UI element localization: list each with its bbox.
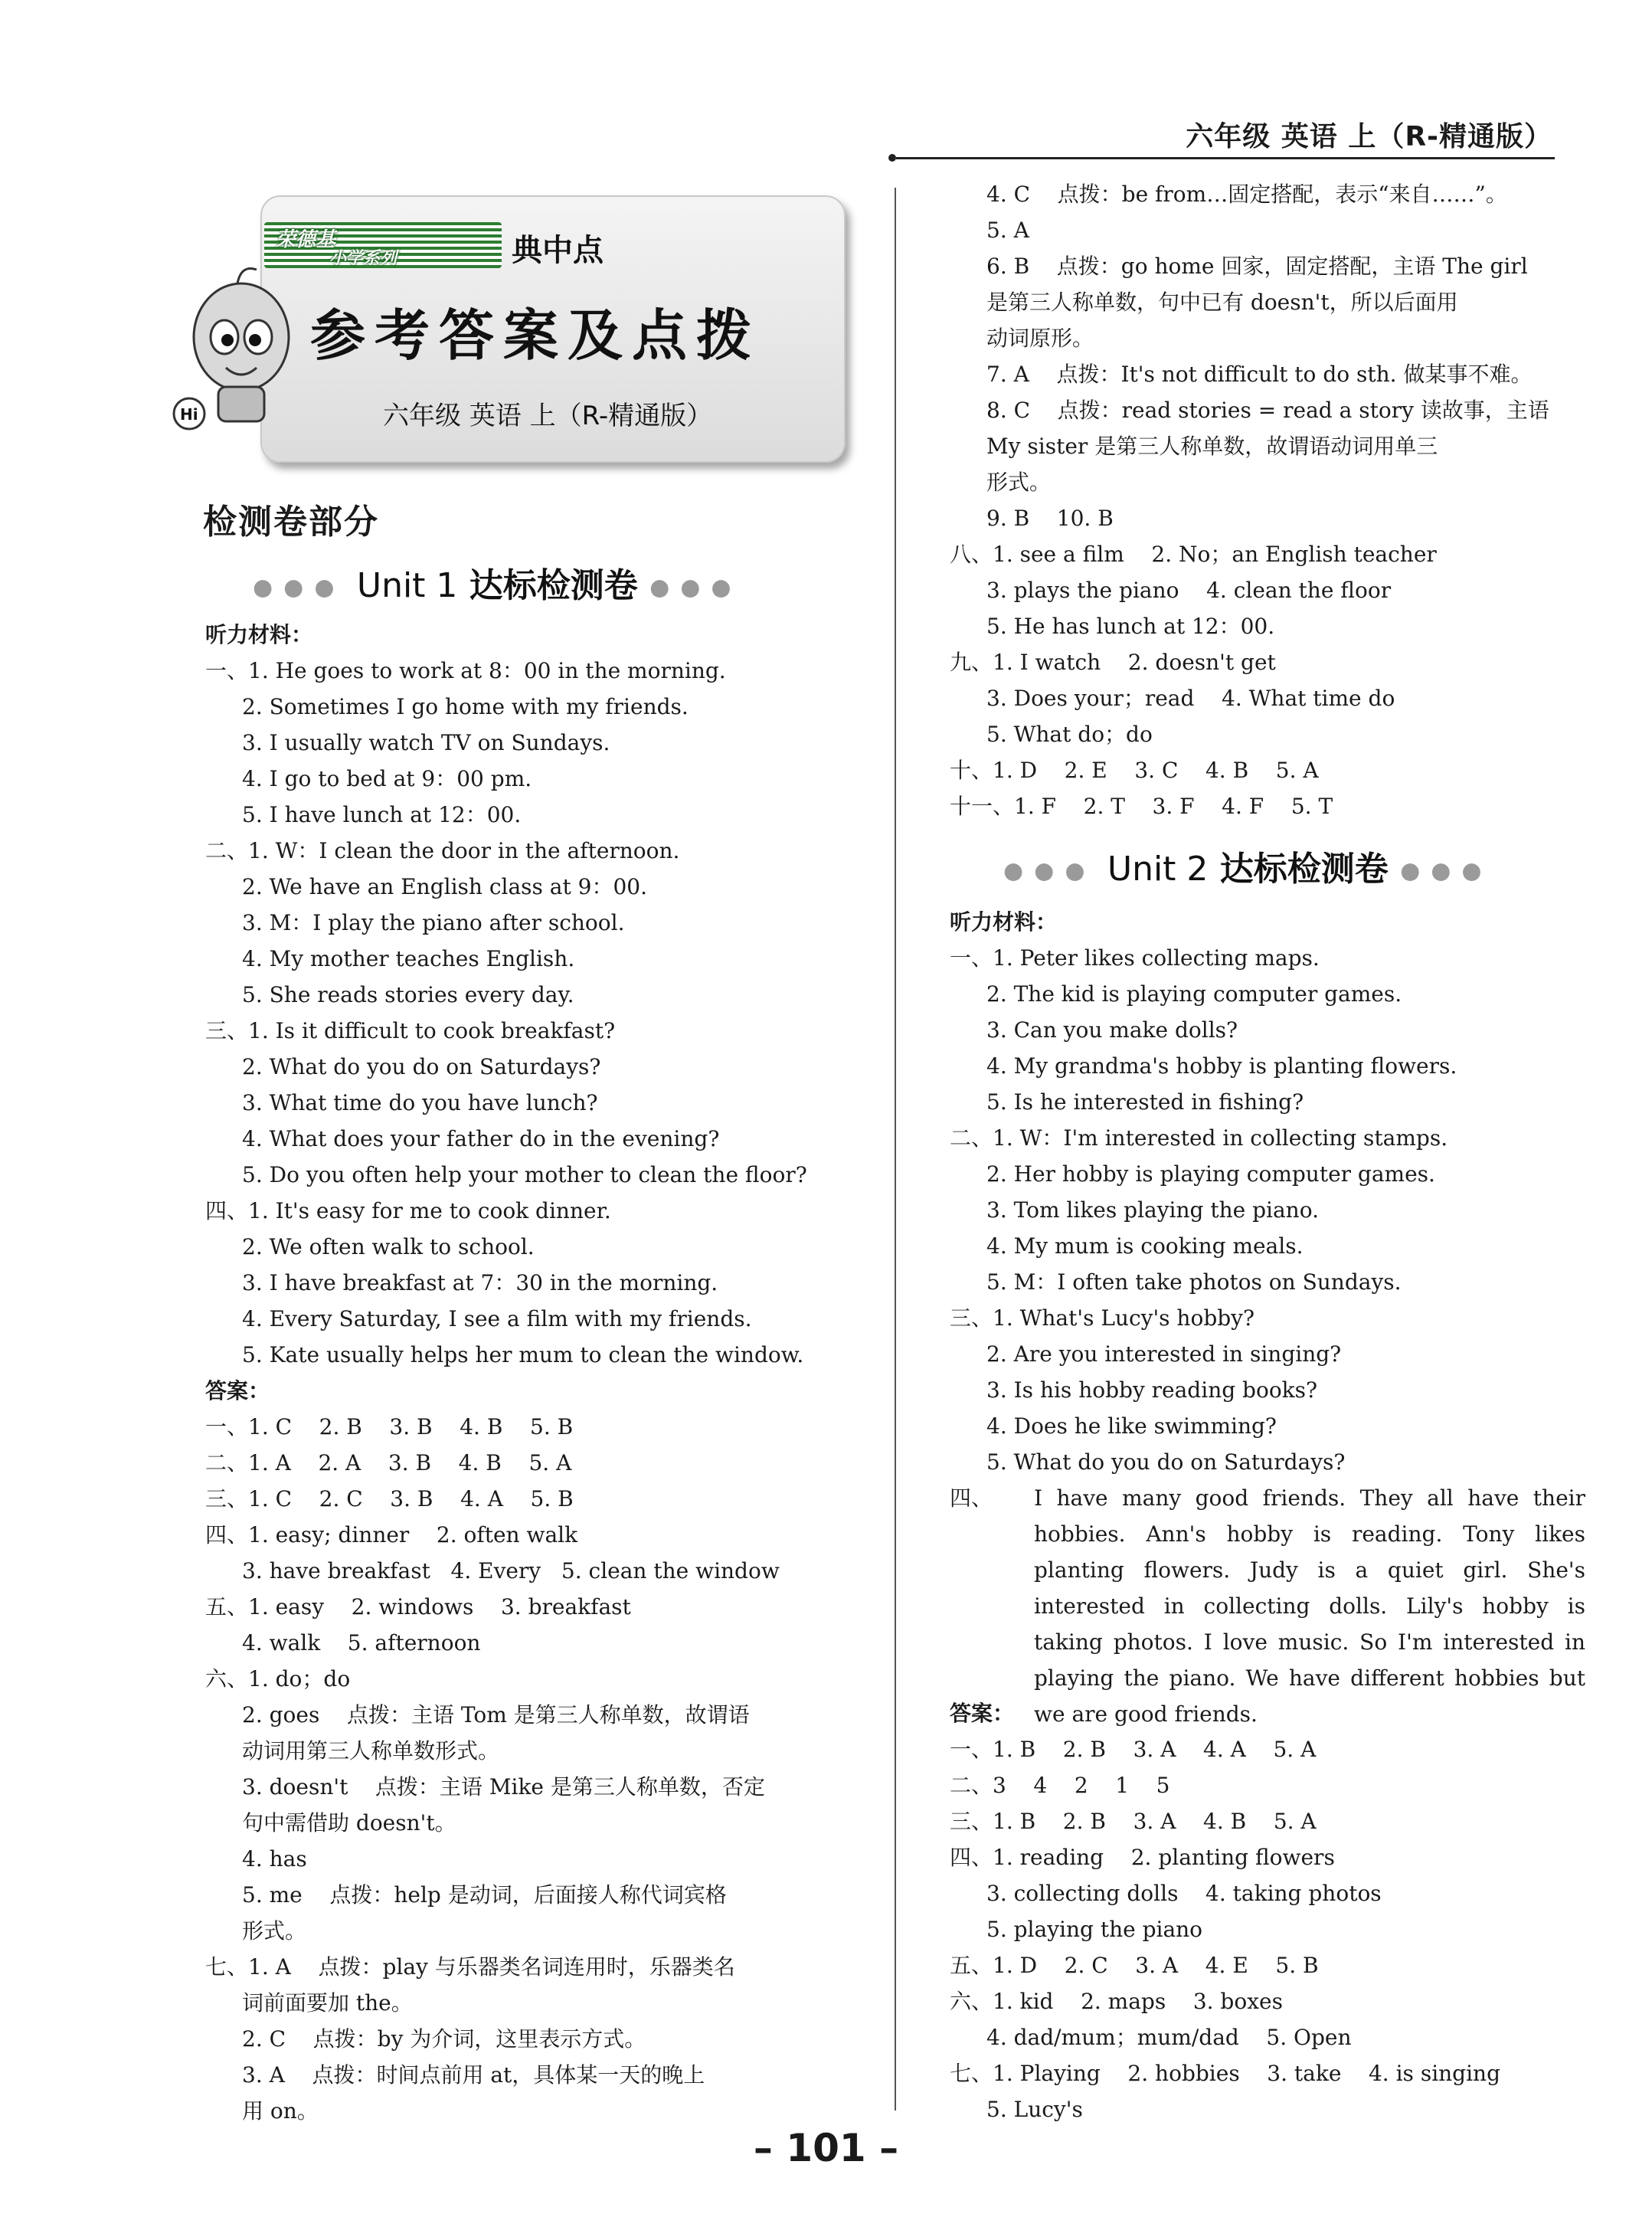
text-line: 5. She reads stories every day. — [242, 982, 574, 1007]
text-line: 7. A 点拨：It's not difficult to do sth. 做某事不难。 — [986, 362, 1533, 387]
text-line: 四、1. easy; dinner 2. often walk — [205, 1522, 578, 1547]
unit1-heading-cn: 达标检测卷 — [469, 566, 638, 605]
right-column-top — [950, 176, 1624, 824]
text-line: 九、1. I watch 2. doesn't get — [950, 650, 1276, 675]
text-line: 5. M：I often take photos on Sundays. — [986, 1269, 1402, 1295]
text-line: 用 on。 — [242, 2098, 319, 2124]
text-line: 3. have breakfast 4. Every 5. clean the window — [242, 1558, 780, 1583]
text-line: 5. Is he interested in fishing? — [986, 1089, 1304, 1115]
text-line: 2. The kid is playing computer games. — [986, 981, 1402, 1007]
right-column-unit2 — [950, 904, 1624, 1480]
text-line: 3. doesn't 点拨：主语 Mike 是第三人称单数，否定 — [242, 1774, 765, 1800]
page-number: – 101 – — [753, 2126, 899, 2170]
heading-dots-right: ●●● — [649, 574, 742, 601]
text-line: My sister 是第三人称单数，故谓语动词用单三 — [986, 434, 1438, 459]
text-line: 5. What do you do on Saturdays? — [986, 1449, 1346, 1475]
text-line: 动词原形。 — [986, 326, 1094, 351]
banner-subtitle: 六年级 英语 上（R-精通版） — [383, 401, 713, 431]
text-line: 4. Does he like swimming? — [986, 1413, 1277, 1439]
text-line: 八、1. see a film 2. No；an English teacher — [950, 542, 1437, 567]
text-line: 答案： — [205, 1378, 270, 1403]
mascot-illustration — [172, 260, 303, 437]
text-line: 4. My grandma's hobby is planting flowers. — [986, 1053, 1457, 1079]
text-line: 三、1. Is it difficult to cook breakfast? — [205, 1018, 616, 1043]
text-line: 词前面要加 the。 — [242, 1990, 413, 2016]
text-line: 3. plays the piano 4. clean the floor — [986, 578, 1392, 603]
text-line: 四、1. It's easy for me to cook dinner. — [205, 1198, 611, 1223]
text-line: 二、1. A 2. A 3. B 4. B 5. A — [205, 1450, 572, 1475]
text-line: 2. Are you interested in singing? — [986, 1341, 1342, 1367]
text-line: 3. I have breakfast at 7：30 in the morning. — [242, 1270, 718, 1295]
heading-dots-left: ●●● — [1003, 857, 1096, 885]
banner-title: 参考答案及点拨 — [310, 303, 761, 368]
text-line: 六、1. do；do — [205, 1666, 351, 1691]
text-line: 六、1. kid 2. maps 3. boxes — [950, 1989, 1283, 2014]
text-line: 8. C 点拨：read stories = read a story 读故事，主语 — [986, 398, 1549, 423]
text-line: 三、1. C 2. C 3. B 4. A 5. B — [205, 1486, 574, 1511]
text-line: 9. B 10. B — [986, 506, 1114, 531]
brand-mark: 典中点 — [512, 233, 604, 268]
text-line: 2. goes 点拨：主语 Tom 是第三人称单数，故谓语 — [242, 1702, 750, 1727]
unit2-heading-cn: 达标检测卷 — [1219, 850, 1389, 889]
heading-dots-left: ●●● — [253, 574, 345, 601]
text-line: 5. I have lunch at 12：00. — [242, 802, 522, 827]
text-line: 3. Is his hobby reading books? — [986, 1377, 1318, 1403]
text-line: 5. What do；do — [986, 722, 1153, 747]
text-line: 4. dad/mum；mum/dad 5. Open — [986, 2025, 1352, 2050]
column-divider — [895, 188, 896, 2111]
text-line: 2. Sometimes I go home with my friends. — [242, 694, 689, 719]
text-line: 听力材料： — [950, 909, 1058, 935]
text-line: 五、1. easy 2. windows 3. breakfast — [205, 1594, 631, 1619]
text-line: 2. What do you do on Saturdays? — [242, 1054, 601, 1079]
text-line: 5. playing the piano — [986, 1917, 1203, 1942]
text-line: 一、1. C 2. B 3. B 4. B 5. B — [205, 1414, 574, 1439]
unit1-heading — [253, 558, 742, 607]
text-line: 4. walk 5. afternoon — [242, 1630, 481, 1655]
text-line: 是第三人称单数，句中已有 doesn't，所以后面用 — [986, 290, 1458, 315]
unit2-heading-en: Unit 2 — [1107, 850, 1209, 889]
section-title: 检测卷部分 — [203, 503, 379, 542]
text-line: 四、1. reading 2. planting flowers — [950, 1845, 1335, 1870]
text-line: 5. Do you often help your mother to clean the floor? — [242, 1162, 807, 1187]
text-line: 形式。 — [242, 1918, 307, 1944]
text-line: 2. C 点拨：by 为介词，这里表示方式。 — [242, 2026, 646, 2052]
text-line: 4. Every Saturday, I see a film with my friends. — [242, 1306, 752, 1331]
text-line: 5. me 点拨：help 是动词，后面接人称代词宾格 — [242, 1882, 727, 1908]
text-line: 三、1. B 2. B 3. A 4. B 5. A — [950, 1809, 1317, 1834]
unit1-heading-en: Unit 1 — [356, 566, 458, 605]
text-line: 七、1. A 点拨：play 与乐器类名词连用时，乐器类名 — [205, 1954, 735, 1980]
brand-name: 荣德基 — [276, 228, 336, 251]
text-line: 二、3 4 2 1 5 — [950, 1773, 1170, 1798]
text-line: 三、1. What's Lucy's hobby? — [950, 1305, 1255, 1331]
text-line: 3. M：I play the piano after school. — [242, 910, 625, 935]
text-line: 二、1. W：I'm interested in collecting stamps. — [950, 1125, 1448, 1151]
unit2-heading — [1003, 841, 1493, 890]
text-line: 一、1. Peter likes collecting maps. — [950, 945, 1320, 971]
left-column — [205, 617, 879, 2129]
passage-block — [950, 1480, 1585, 1732]
text-line: 3. Can you make dolls? — [986, 1017, 1238, 1043]
text-line: 5. He has lunch at 12：00. — [986, 614, 1275, 639]
text-line: 二、1. W：I clean the door in the afternoon. — [205, 838, 680, 863]
text-line: 动词用第三人称单数形式。 — [242, 1738, 500, 1764]
text-line: 一、1. B 2. B 3. A 4. A 5. A — [950, 1737, 1317, 1762]
text-line: 形式。 — [986, 470, 1052, 495]
text-line: 答案： — [950, 1701, 1015, 1726]
text-line: 五、1. D 2. C 3. A 4. E 5. B — [950, 1953, 1319, 1978]
text-line: 十一、1. F 2. T 3. F 4. F 5. T — [950, 794, 1333, 819]
text-line: 句中需借助 doesn't。 — [242, 1810, 456, 1836]
text-line: 2. Her hobby is playing computer games. — [986, 1161, 1435, 1187]
text-line: 4. I go to bed at 9：00 pm. — [242, 766, 532, 791]
text-line: 七、1. Playing 2. hobbies 3. take 4. is singing — [950, 2061, 1501, 2086]
right-column-bottom — [950, 1695, 1624, 2127]
text-line: 4. My mum is cooking meals. — [986, 1233, 1304, 1259]
passage-text: I have many good friends. They all have their hobbies. Ann's hobby is reading. Tony likes planting flowers. Judy is a quiet girl. She's interested in collecting dolls. Lily's hobby is taking photos. I love music. So I'm interested in playing the piano. We have different hobbies but we are good friends. — [1034, 1485, 1585, 1727]
text-line: 4. has — [242, 1846, 307, 1872]
text-line: 3. Tom likes playing the piano. — [986, 1197, 1319, 1223]
text-line: 3. A 点拨：时间点前用 at，具体某一天的晚上 — [242, 2062, 705, 2088]
passage-label: 四、 — [950, 1485, 993, 1511]
brand-series: 小学系列 — [329, 249, 397, 268]
header-rule-dot — [888, 154, 896, 162]
unit2-passage — [950, 1480, 1624, 1732]
text-line: 6. B 点拨：go home 回家，固定搭配，主语 The girl — [986, 254, 1528, 279]
text-line: 十、1. D 2. E 3. C 4. B 5. A — [950, 758, 1319, 783]
text-line: 听力材料： — [205, 622, 313, 647]
heading-dots-right: ●●● — [1400, 857, 1493, 885]
text-line: 3. collecting dolls 4. taking photos — [986, 1881, 1382, 1906]
mascot-badge-text: Hi — [180, 405, 198, 424]
text-line: 3. Does your；read 4. What time do — [986, 686, 1395, 711]
header-rule — [896, 157, 1555, 159]
page-header-title: 六年级 英语 上（R-精通版） — [1186, 121, 1552, 152]
text-line: 2. We have an English class at 9：00. — [242, 874, 647, 899]
text-line: 5. Kate usually helps her mum to clean the window. — [242, 1342, 804, 1367]
text-line: 5. A — [986, 218, 1029, 243]
text-line: 一、1. He goes to work at 8：00 in the morning. — [205, 658, 726, 683]
text-line: 3. I usually watch TV on Sundays. — [242, 730, 610, 755]
text-line: 4. What does your father do in the evening? — [242, 1126, 720, 1151]
text-line: 4. My mother teaches English. — [242, 946, 575, 971]
text-line: 2. We often walk to school. — [242, 1234, 535, 1259]
text-line: 3. What time do you have lunch? — [242, 1090, 598, 1115]
text-line: 5. Lucy's — [986, 2097, 1083, 2122]
text-line: 4. C 点拨：be from…固定搭配，表示“来自……”。 — [986, 182, 1507, 207]
